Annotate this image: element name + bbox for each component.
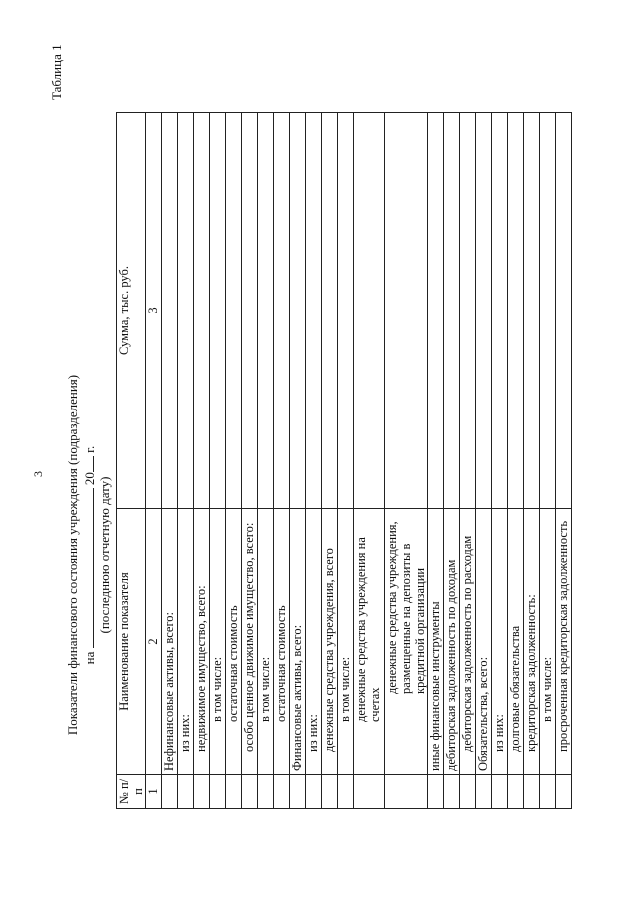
row-number	[290, 775, 306, 809]
indicator-name: из них:	[492, 509, 508, 775]
page-number: 3	[31, 471, 45, 477]
indicator-name: остаточная стоимость	[226, 509, 242, 775]
indicator-name: остаточная стоимость	[274, 509, 290, 775]
row-number	[492, 775, 508, 809]
row-number	[508, 775, 524, 809]
sum-cell	[226, 113, 242, 509]
sum-cell	[242, 113, 258, 509]
row-number	[385, 775, 428, 809]
sum-cell	[524, 113, 540, 509]
table-row	[178, 113, 194, 809]
sum-cell	[354, 113, 385, 509]
indicator-name: просроченная кредиторская задолженность	[556, 509, 572, 775]
header-cell: Наименование показателя	[117, 509, 146, 775]
table-header-row	[117, 113, 146, 809]
row-number	[322, 775, 338, 809]
row-number	[524, 775, 540, 809]
table-row	[492, 113, 508, 809]
row-number	[460, 775, 476, 809]
indicator-name: кредиторская задолженность:	[524, 509, 540, 775]
indicator-name: дебиторская задолженность по доходам	[444, 509, 460, 775]
indicator-name: в том числе:	[210, 509, 226, 775]
table-row	[476, 113, 492, 809]
table-row	[194, 113, 210, 809]
indicator-name: иные финансовые инструменты	[428, 509, 444, 775]
indicator-name: особо ценное движимое имущество, всего:	[242, 509, 258, 775]
sum-cell	[460, 113, 476, 509]
sum-cell	[162, 113, 178, 509]
row-number	[444, 775, 460, 809]
sum-cell	[492, 113, 508, 509]
sum-cell	[258, 113, 274, 509]
row-number	[242, 775, 258, 809]
indicator-name: из них:	[306, 509, 322, 775]
column-number: 2	[146, 509, 162, 775]
row-number	[540, 775, 556, 809]
date-suffix: г.	[82, 445, 97, 453]
row-number	[354, 775, 385, 809]
report-date-line	[82, 255, 96, 855]
document-title: Показатели финансового состояния учреждения (подразделения)	[65, 374, 80, 736]
date-note: (последнюю отчетную дату)	[97, 476, 112, 634]
year-blank	[82, 456, 94, 472]
sum-cell	[556, 113, 572, 509]
row-number	[306, 775, 322, 809]
row-number	[338, 775, 354, 809]
column-number: 3	[146, 113, 162, 509]
sum-cell	[210, 113, 226, 509]
indicator-name: из них:	[178, 509, 194, 775]
table-label: Таблица 1	[49, 44, 64, 100]
table-row	[524, 113, 540, 809]
header-cell: № п/п	[117, 775, 146, 809]
row-number	[162, 775, 178, 809]
indicator-name: недвижимое имущество, всего:	[194, 509, 210, 775]
sum-cell	[476, 113, 492, 509]
sum-cell	[444, 113, 460, 509]
row-number	[428, 775, 444, 809]
table-row	[290, 113, 306, 809]
sum-cell	[508, 113, 524, 509]
indicator-name: Финансовые активы, всего:	[290, 509, 306, 775]
row-number	[178, 775, 194, 809]
sum-cell	[178, 113, 194, 509]
date-blank	[82, 488, 94, 648]
indicator-name: денежные средства учреждения, размещенные на депозиты в кредитной организации	[385, 509, 428, 775]
sum-cell	[540, 113, 556, 509]
table-row	[338, 113, 354, 809]
header-cell: Сумма, тыс. руб.	[117, 113, 146, 509]
indicator-name: в том числе:	[258, 509, 274, 775]
column-numbering-row	[146, 113, 162, 809]
row-number	[476, 775, 492, 809]
table-row	[428, 113, 444, 809]
year-prefix: 20	[82, 472, 97, 486]
table-row	[274, 113, 290, 809]
row-number	[274, 775, 290, 809]
sum-cell	[338, 113, 354, 509]
table-row	[385, 113, 428, 809]
indicator-name: Нефинансовые активы, всего:	[162, 509, 178, 775]
indicator-name: дебиторская задолженность по расходам	[460, 509, 476, 775]
sum-cell	[385, 113, 428, 509]
table-row	[354, 113, 385, 809]
table-row	[226, 113, 242, 809]
table-row	[460, 113, 476, 809]
table-row	[242, 113, 258, 809]
row-number	[258, 775, 274, 809]
sum-cell	[290, 113, 306, 509]
indicator-name: денежные средства учреждения на счетах	[354, 509, 385, 775]
table-row	[162, 113, 178, 809]
indicator-name: в том числе:	[540, 509, 556, 775]
table-row	[508, 113, 524, 809]
column-number: 1	[146, 775, 162, 809]
indicator-name: в том числе:	[338, 509, 354, 775]
table-row	[540, 113, 556, 809]
table-row	[556, 113, 572, 809]
row-number	[210, 775, 226, 809]
financial-indicators-table	[116, 112, 572, 809]
indicator-name: Обязательства, всего:	[476, 509, 492, 775]
table-row	[444, 113, 460, 809]
indicator-name: денежные средства учреждения, всего	[322, 509, 338, 775]
date-prefix: на	[82, 651, 97, 665]
table-row	[322, 113, 338, 809]
row-number	[194, 775, 210, 809]
table-row	[258, 113, 274, 809]
sum-cell	[274, 113, 290, 509]
row-number	[556, 775, 572, 809]
sum-cell	[194, 113, 210, 509]
sum-cell	[306, 113, 322, 509]
table-row	[210, 113, 226, 809]
table-row	[306, 113, 322, 809]
row-number	[226, 775, 242, 809]
sum-cell	[322, 113, 338, 509]
sum-cell	[428, 113, 444, 509]
indicator-name: долговые обязательства	[508, 509, 524, 775]
